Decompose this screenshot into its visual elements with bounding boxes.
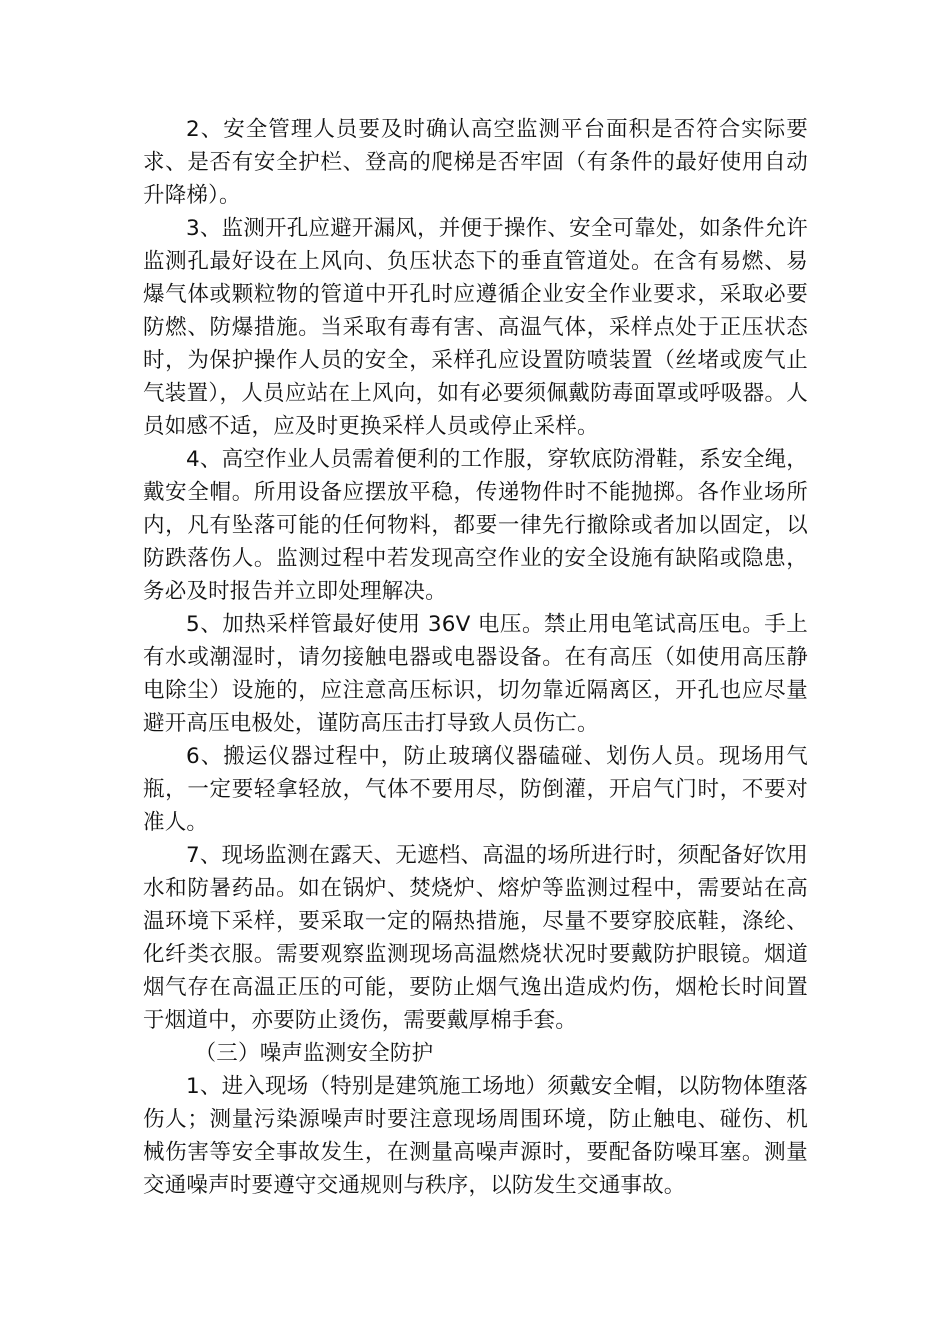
noise-paragraph-item-1: 1、进入现场（特别是建筑施工场地）须戴安全帽，以防物体堕落伤人；测量污染源噪声时要注意现场周围环境，防止触电、碰伤、机械伤害等安全事故发生，在测量高噪声源时，要配备防噪耳塞。测量交通噪声时要遵守交通规则与秩序，以防发生交通事故。 — [143, 1074, 808, 1198]
paragraph-item-6: 6、搬运仪器过程中，防止玻璃仪器磕碰、划伤人员。现场用气瓶，一定要轻拿轻放，气体不要用尽，防倒灌，开启气门时，不要对准人。 — [143, 744, 808, 835]
paragraph-item-3: 3、监测开孔应避开漏风，并便于操作、安全可靠处，如条件允许监测孔最好设在上风向、负压状态下的垂直管道处。在含有易燃、易爆气体或颗粒物的管道中开孔时应遵循企业安全作业要求，采取必要防燃、防爆措施。当采取有毒有害、高温气体，采样点处于正压状态时，为保护操作人员的安全，采样孔应设置防喷装置（丝堵或废气止气装置），人员应站在上风向，如有必要须佩戴防毒面罩或呼吸器。人员如感不适，应及时更换采样人员或停止采样。 — [143, 216, 808, 439]
paragraph-item-2: 2、安全管理人员要及时确认高空监测平台面积是否符合实际要求、是否有安全护栏、登高的爬梯是否牢固（有条件的最好使用自动升降梯）。 — [143, 117, 808, 208]
paragraph-item-4: 4、高空作业人员需着便利的工作服，穿软底防滑鞋，系安全绳，戴安全帽。所用设备应摆放平稳，传递物件时不能抛掷。各作业场所内，凡有坠落可能的任何物料，都要一律先行撤除或者加以固定，以防跌落伤人。监测过程中若发现高空作业的安全设施有缺陷或隐患，务必及时报告并立即处理解决。 — [143, 447, 808, 604]
paragraph-item-5: 5、加热采样管最好使用 36V 电压。禁止用电笔试高压电。手上有水或潮湿时，请勿接触电器或电器设备。在有高压（如使用高压静电除尘）设施的，应注意高压标识，切勿靠近隔离区，开孔也应尽量避开高压电极处，谨防高压击打导致人员伤亡。 — [143, 612, 808, 736]
section-heading-noise-safety: （三）噪声监测安全防护 — [194, 1041, 434, 1066]
paragraph-item-7: 7、现场监测在露天、无遮档、高温的场所进行时，须配备好饮用水和防暑药品。如在锅炉、焚烧炉、熔炉等监测过程中，需要站在高温环境下采样，要采取一定的隔热措施，尽量不要穿胶底鞋，涤纶、化纤类衣服。需要观察监测现场高温燃烧状况时要戴防护眼镜。烟道烟气存在高温正压的可能，要防止烟气逸出造成灼伤，烟枪长时间置于烟道中，亦要防止烫伤，需要戴厚棉手套。 — [143, 843, 808, 1033]
document-body — [143, 113, 808, 1202]
